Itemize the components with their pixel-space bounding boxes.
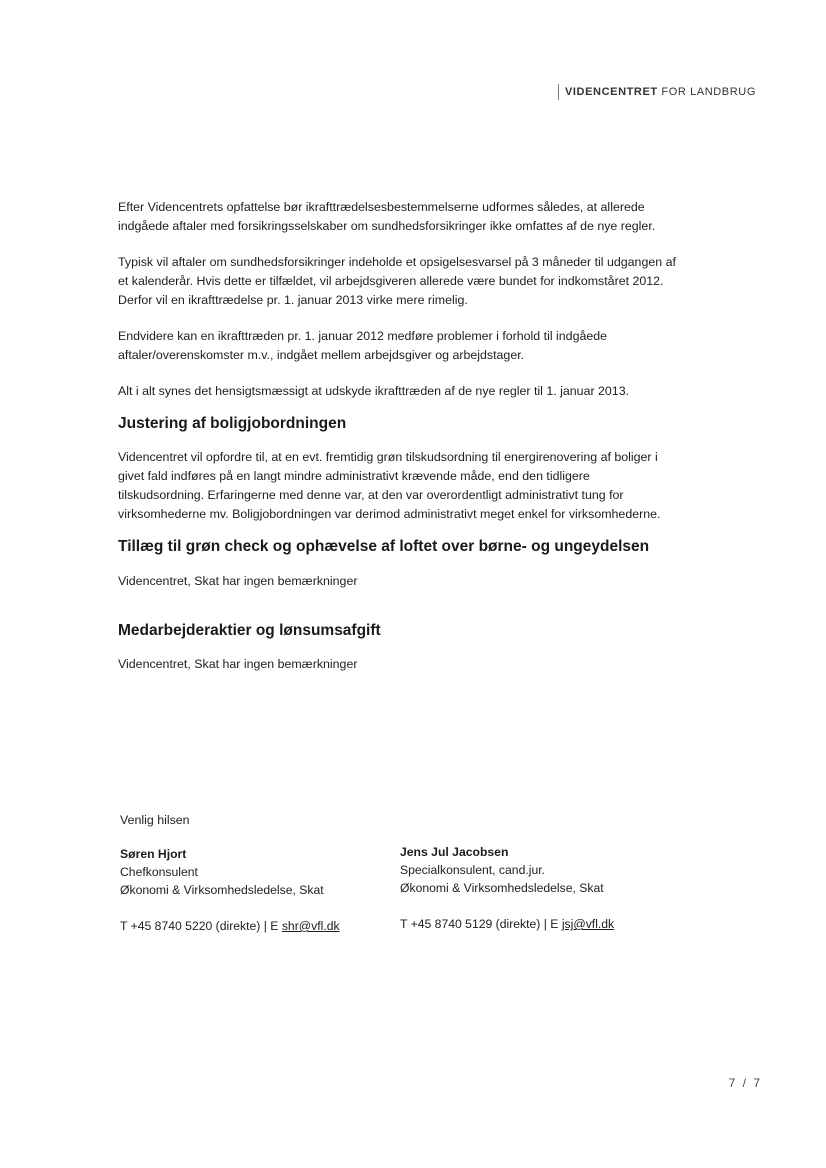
- email-link[interactable]: shr@vfl.dk: [281, 919, 340, 933]
- paragraph-1: Efter Videncentrets opfattelse bør ikrafttrædelsesbestemmelserne udformes således, at allerede indgåede aftaler med forsikringsselskaber om sundhedsforsikringer ikke omfattes af de nye regler.: [118, 200, 656, 233]
- signatory-1: [120, 845, 380, 899]
- signatory-2-contact: [400, 915, 670, 934]
- contact-phone: T +45 8740 5220 (direkte) | E: [120, 919, 282, 933]
- paragraph-2: Typisk vil aftaler om sundhedsforsikringer indeholde et opsigelsesvarsel på 3 måneder til udgangen af et kalenderår. Hvis dette er tilfældet, vil arbejdsgiveren allerede være bundet for indkomståret 2012. Derfor vil en ikrafttrædelse pr. 1. januar 2013 virke mere rimelig.: [118, 255, 676, 307]
- page-number: 7 / 7: [728, 1076, 762, 1090]
- signatory-2: [400, 843, 660, 897]
- letter-body: [118, 198, 678, 674]
- paragraph-3: Endvidere kan en ikrafttræden pr. 1. januar 2012 medføre problemer i forhold til indgåede aftaler/overenskomster m.v., indgået mellem arbejdsgiver og arbejdstager.: [118, 329, 608, 362]
- brand-name-rest: FOR LANDBRUG: [657, 86, 756, 98]
- section-heading-boligjob: Justering af boligjobordningen: [118, 415, 347, 432]
- signatory-title: Chefkonsulent: [120, 865, 198, 879]
- contact-phone: T +45 8740 5129 (direkte) | E: [400, 917, 562, 931]
- signatory-name: Jens Jul Jacobsen: [400, 845, 509, 859]
- signatory-department: Økonomi & Virksomhedsledelse, Skat: [120, 883, 324, 897]
- section-body-boligjob: Videncentret vil opfordre til, at en evt. fremtidig grøn tilskudsordning til energirenovering af boliger i givet fald indføres på en langt mindre administrativt krævende måde, end den tidligere tilskudsordning. Erfaringerne med denne var, at den var overordentligt administrativt tung for virksomhederne mv. Boligjobordningen var derimod administrativt meget enkel for virksomhederne.: [118, 450, 661, 521]
- section-body-medarbejderaktier: Videncentret, Skat har ingen bemærkninger: [118, 657, 358, 671]
- email-link[interactable]: jsj@vfl.dk: [561, 917, 615, 931]
- signatory-1-contact: [120, 917, 390, 936]
- section-heading-groen-check: Tillæg til grøn check og ophævelse af loftet over børne- og ungeydelsen: [118, 538, 650, 555]
- closing-greeting: Venlig hilsen: [120, 813, 190, 827]
- section-body-groen-check: Videncentret, Skat har ingen bemærkninger: [118, 574, 358, 588]
- signatory-title: Specialkonsulent, cand.jur.: [400, 863, 545, 877]
- signature-block: [120, 811, 680, 933]
- brand-name-bold: VIDENCENTRET: [564, 86, 658, 98]
- section-heading-medarbejderaktier: Medarbejderaktier og lønsumsafgift: [118, 622, 381, 639]
- paragraph-4: Alt i alt synes det hensigtsmæssigt at udskyde ikrafttræden af de nye regler til 1. januar 2013.: [118, 384, 630, 398]
- signatory-name: Søren Hjort: [120, 847, 187, 861]
- letterhead-brand: [558, 84, 756, 100]
- signatory-department: Økonomi & Virksomhedsledelse, Skat: [400, 881, 604, 895]
